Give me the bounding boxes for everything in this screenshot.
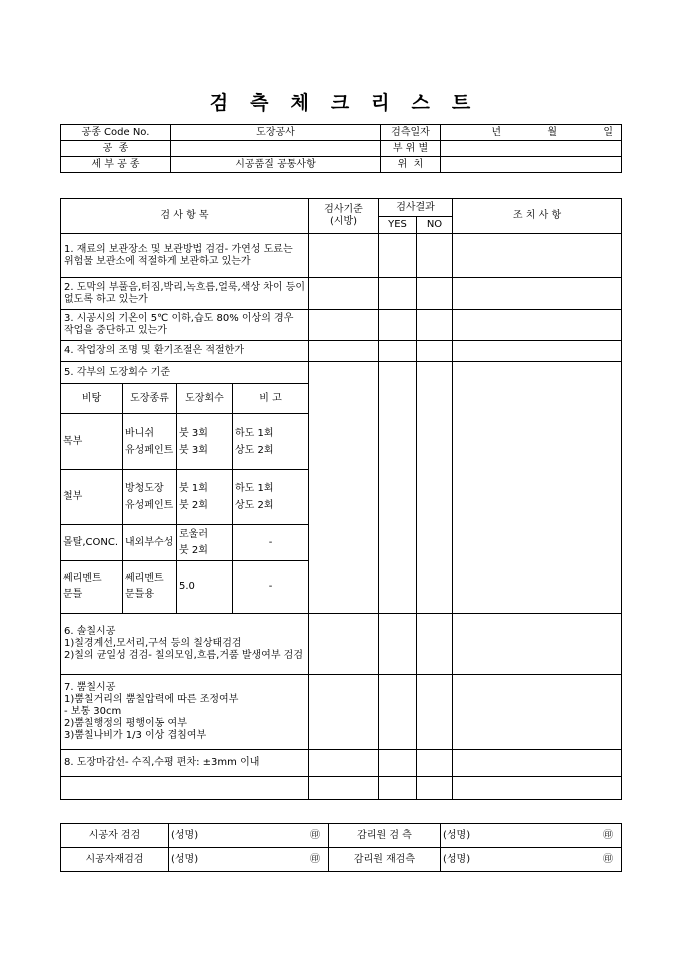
month-label: 월 [547, 126, 557, 138]
action-cell [453, 362, 622, 614]
checklist-table [60, 198, 622, 800]
contractor-recheck-name-field [169, 848, 329, 872]
standard-cell [309, 362, 379, 614]
inspection-date-value [441, 125, 622, 141]
code-label: 공종 Code No. [61, 125, 171, 141]
work-type-value [171, 141, 381, 157]
supervisor-label: 감리원 검 측 [329, 824, 441, 848]
sub-row-count: 5.0 [177, 561, 233, 614]
yes-cell [379, 675, 417, 750]
day-label: 일 [603, 126, 613, 138]
sub-row-note: 하도 1회 상도 2회 [233, 470, 309, 525]
sub-row-base: 쎄리멘트 문틀 [61, 561, 123, 614]
title-char: 검 [209, 92, 229, 114]
no-cell [417, 234, 453, 278]
sub-row-note: - [233, 561, 309, 614]
part-value [441, 141, 622, 157]
stamp-icon: ㊞ [603, 829, 613, 841]
no-cell [417, 278, 453, 310]
action-cell [453, 777, 622, 800]
sub-row-kind: 쎄리멘트 문틀용 [123, 561, 177, 614]
check-item-4: 4. 작업장의 조명 및 환기조절은 적절한가 [61, 341, 309, 362]
standard-cell [309, 234, 379, 278]
header-table [60, 124, 622, 173]
contractor-label: 시공자 검검 [61, 824, 169, 848]
sub-row-count: 붓 1회 붓 2회 [177, 470, 233, 525]
sub-row-count: 로울러 붓 2회 [177, 525, 233, 561]
sub-row-base: 몰탈,CONC. [61, 525, 123, 561]
yes-cell [379, 310, 417, 341]
action-cell [453, 341, 622, 362]
contractor-recheck-label: 시공자재검검 [61, 848, 169, 872]
supervisor-recheck-label: 감리원 재검측 [329, 848, 441, 872]
name-label: (성명) [171, 853, 199, 865]
no-cell [417, 675, 453, 750]
contractor-name-field [169, 824, 329, 848]
location-value [441, 157, 622, 173]
blank-item [61, 777, 309, 800]
check-item-7: 7. 뿜칠시공 1)뿜칠거리의 뿜칠압력에 따른 조정여부 - 보통 30cm 2)뿜칠행정의 평행이동 여부 3)뿜칠나비가 1/3 이상 겹침여부 [61, 675, 309, 750]
col-standard-header: 검사기준 (시방) [309, 199, 379, 234]
code-value: 도장공사 [171, 125, 381, 141]
check-item-3: 3. 시공시의 기온이 5℃ 이하,습도 80% 이상의 경우 작업을 중단하고 있는가 [61, 310, 309, 341]
name-label: (성명) [443, 853, 471, 865]
check-item-1: 1. 재료의 보관장소 및 보관방법 검검- 가연성 도료는 위험물 보관소에 적절하게 보관하고 있는가 [61, 234, 309, 278]
sub-row-base: 철부 [61, 470, 123, 525]
action-cell [453, 278, 622, 310]
col-yes-header: YES [379, 217, 417, 234]
yes-cell [379, 362, 417, 614]
no-cell [417, 614, 453, 675]
supervisor-name-field [441, 824, 622, 848]
yes-cell [379, 614, 417, 675]
action-cell [453, 310, 622, 341]
detail-work-value: 시공품질 공통사항 [171, 157, 381, 173]
yes-cell [379, 750, 417, 777]
location-label: 위 치 [381, 157, 441, 173]
stamp-icon: ㊞ [310, 829, 320, 841]
sub-row-count: 붓 3회 붓 3회 [177, 414, 233, 470]
no-cell [417, 750, 453, 777]
title-char: 스 [411, 92, 430, 114]
sub-row-note: 하도 1회 상도 2회 [233, 414, 309, 470]
sub-row-kind: 방청도장 유성페인트 [123, 470, 177, 525]
sub-row-base: 목부 [61, 414, 123, 470]
work-type-label: 공 종 [61, 141, 171, 157]
standard-cell [309, 777, 379, 800]
yes-cell [379, 777, 417, 800]
sub-row-note: - [233, 525, 309, 561]
document-title [0, 88, 680, 115]
standard-cell [309, 675, 379, 750]
name-label: (성명) [171, 829, 199, 841]
standard-cell [309, 310, 379, 341]
action-cell [453, 234, 622, 278]
title-char: 측 [250, 92, 269, 114]
no-cell [417, 341, 453, 362]
yes-cell [379, 278, 417, 310]
yes-cell [379, 341, 417, 362]
inspection-date-label: 검측일자 [381, 125, 441, 141]
signature-table [60, 823, 622, 872]
title-char: 리 [371, 92, 390, 114]
standard-cell [309, 278, 379, 310]
col-action-header: 조 치 사 항 [453, 199, 622, 234]
no-cell [417, 310, 453, 341]
check-item-5: 5. 각부의 도장회수 기준 [61, 362, 309, 384]
name-label: (성명) [443, 829, 471, 841]
action-cell [453, 614, 622, 675]
col-item-header: 검 사 항 목 [61, 199, 309, 234]
no-cell [417, 362, 453, 614]
title-char: 체 [290, 92, 309, 114]
standard-cell [309, 750, 379, 777]
action-cell [453, 750, 622, 777]
sub-row-kind: 내외부수성 [123, 525, 177, 561]
sub-row-kind: 바니쉬 유성페인트 [123, 414, 177, 470]
yes-cell [379, 234, 417, 278]
check-item-6: 6. 솔칠시공 1)칠경계선,모서리,구석 등의 칠상태검검 2)칠의 균일성 검검- 칠의모임,흐름,거품 발생여부 검검 [61, 614, 309, 675]
sub-header-base: 비탕 [61, 384, 123, 414]
action-cell [453, 675, 622, 750]
col-result-header: 검사결과 [379, 199, 453, 217]
stamp-icon: ㊞ [603, 853, 613, 865]
detail-work-label: 세 부 공 종 [61, 157, 171, 173]
check-item-2: 2. 도막의 부풀음,터짐,박리,녹흐름,얼룩,색상 차이 등이 없도록 하고 있는가 [61, 278, 309, 310]
year-label: 년 [491, 126, 501, 138]
part-label: 부 위 별 [381, 141, 441, 157]
col-no-header: NO [417, 217, 453, 234]
title-char: 트 [451, 92, 471, 114]
standard-cell [309, 614, 379, 675]
standard-cell [309, 341, 379, 362]
stamp-icon: ㊞ [310, 853, 320, 865]
sub-header-kind: 도장종류 [123, 384, 177, 414]
check-item-8: 8. 도장마감선- 수직,수평 편차: ±3mm 이내 [61, 750, 309, 777]
sub-header-note: 비 고 [233, 384, 309, 414]
no-cell [417, 777, 453, 800]
sub-header-count: 도장회수 [177, 384, 233, 414]
supervisor-recheck-name-field [441, 848, 622, 872]
title-char: 크 [330, 92, 350, 114]
